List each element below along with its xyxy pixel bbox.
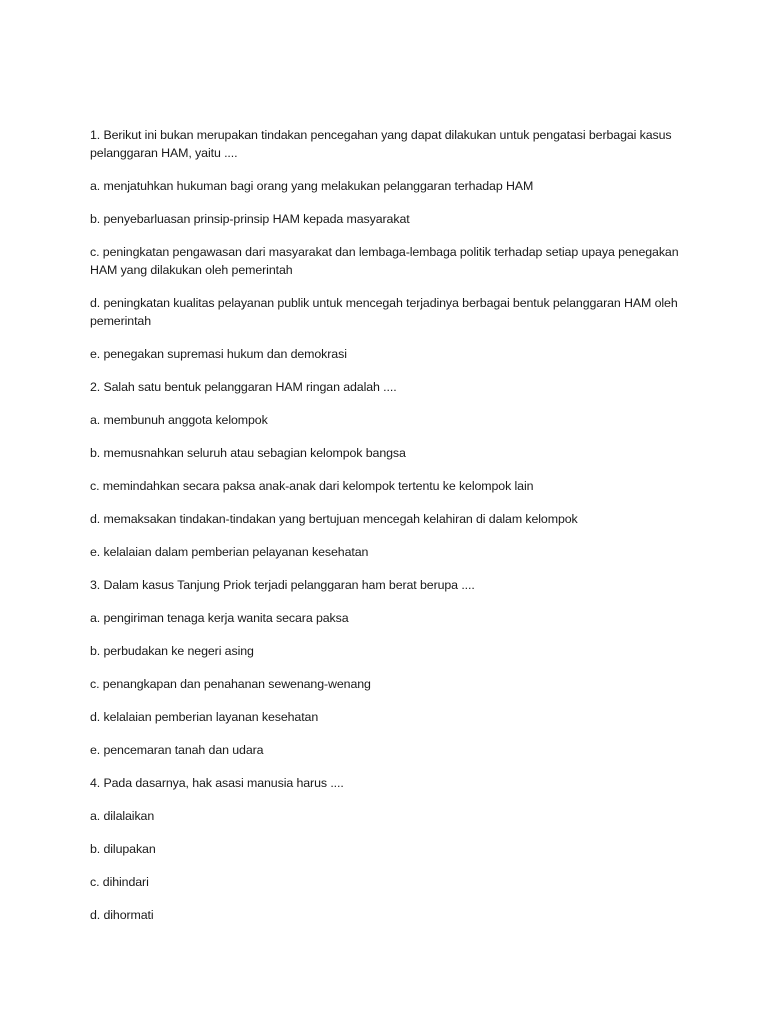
question-3-option-d: d. kelalaian pemberian layanan kesehatan xyxy=(90,710,319,724)
question-2-option-b: b. memusnahkan seluruh atau sebagian kelompok bangsa xyxy=(90,446,406,460)
question-2-option-d: d. memaksakan tindakan-tindakan yang bertujuan mencegah kelahiran di dalam kelompok xyxy=(90,512,578,526)
question-4-option-c: c. dihindari xyxy=(90,875,149,889)
question-3-option-e: e. pencemaran tanah dan udara xyxy=(90,743,264,757)
question-4-option-a: a. dilalaikan xyxy=(90,809,155,823)
question-1-option-c: c. peningkatan pengawasan dari masyarakat dan lembaga-lembaga politik terhadap setiap upaya penegakan HAM yang dilakukan oleh pemerintah xyxy=(90,245,679,277)
question-1-option-a: a. menjatuhkan hukuman bagi orang yang melakukan pelanggaran terhadap HAM xyxy=(90,179,534,193)
question-1-option-e: e. penegakan supremasi hukum dan demokrasi xyxy=(90,347,347,361)
question-4-option-d: d. dihormati xyxy=(90,908,154,922)
document-body xyxy=(90,126,690,939)
question-2-stem: 2. Salah satu bentuk pelanggaran HAM ringan adalah .... xyxy=(90,380,397,394)
question-3-option-c: c. penangkapan dan penahanan sewenang-wenang xyxy=(90,677,371,691)
question-3-stem: 3. Dalam kasus Tanjung Priok terjadi pelanggaran ham berat berupa .... xyxy=(90,578,475,592)
question-2-option-e: e. kelalaian dalam pemberian pelayanan kesehatan xyxy=(90,545,369,559)
question-3-option-a: a. pengiriman tenaga kerja wanita secara paksa xyxy=(90,611,349,625)
question-3-option-b: b. perbudakan ke negeri asing xyxy=(90,644,254,658)
question-2-option-c: c. memindahkan secara paksa anak-anak dari kelompok tertentu ke kelompok lain xyxy=(90,479,534,493)
question-1-option-d: d. peningkatan kualitas pelayanan publik untuk mencegah terjadinya berbagai bentuk pelanggaran HAM oleh pemerintah xyxy=(90,296,678,328)
question-1-option-b: b. penyebarluasan prinsip-prinsip HAM kepada masyarakat xyxy=(90,212,410,226)
question-4-option-b: b. dilupakan xyxy=(90,842,156,856)
question-4-stem: 4. Pada dasarnya, hak asasi manusia harus .... xyxy=(90,776,344,790)
question-1-stem: 1. Berikut ini bukan merupakan tindakan pencegahan yang dapat dilakukan untuk pengatasi berbagai kasus pelanggaran HAM, yaitu .... xyxy=(90,128,672,160)
question-2-option-a: a. membunuh anggota kelompok xyxy=(90,413,268,427)
